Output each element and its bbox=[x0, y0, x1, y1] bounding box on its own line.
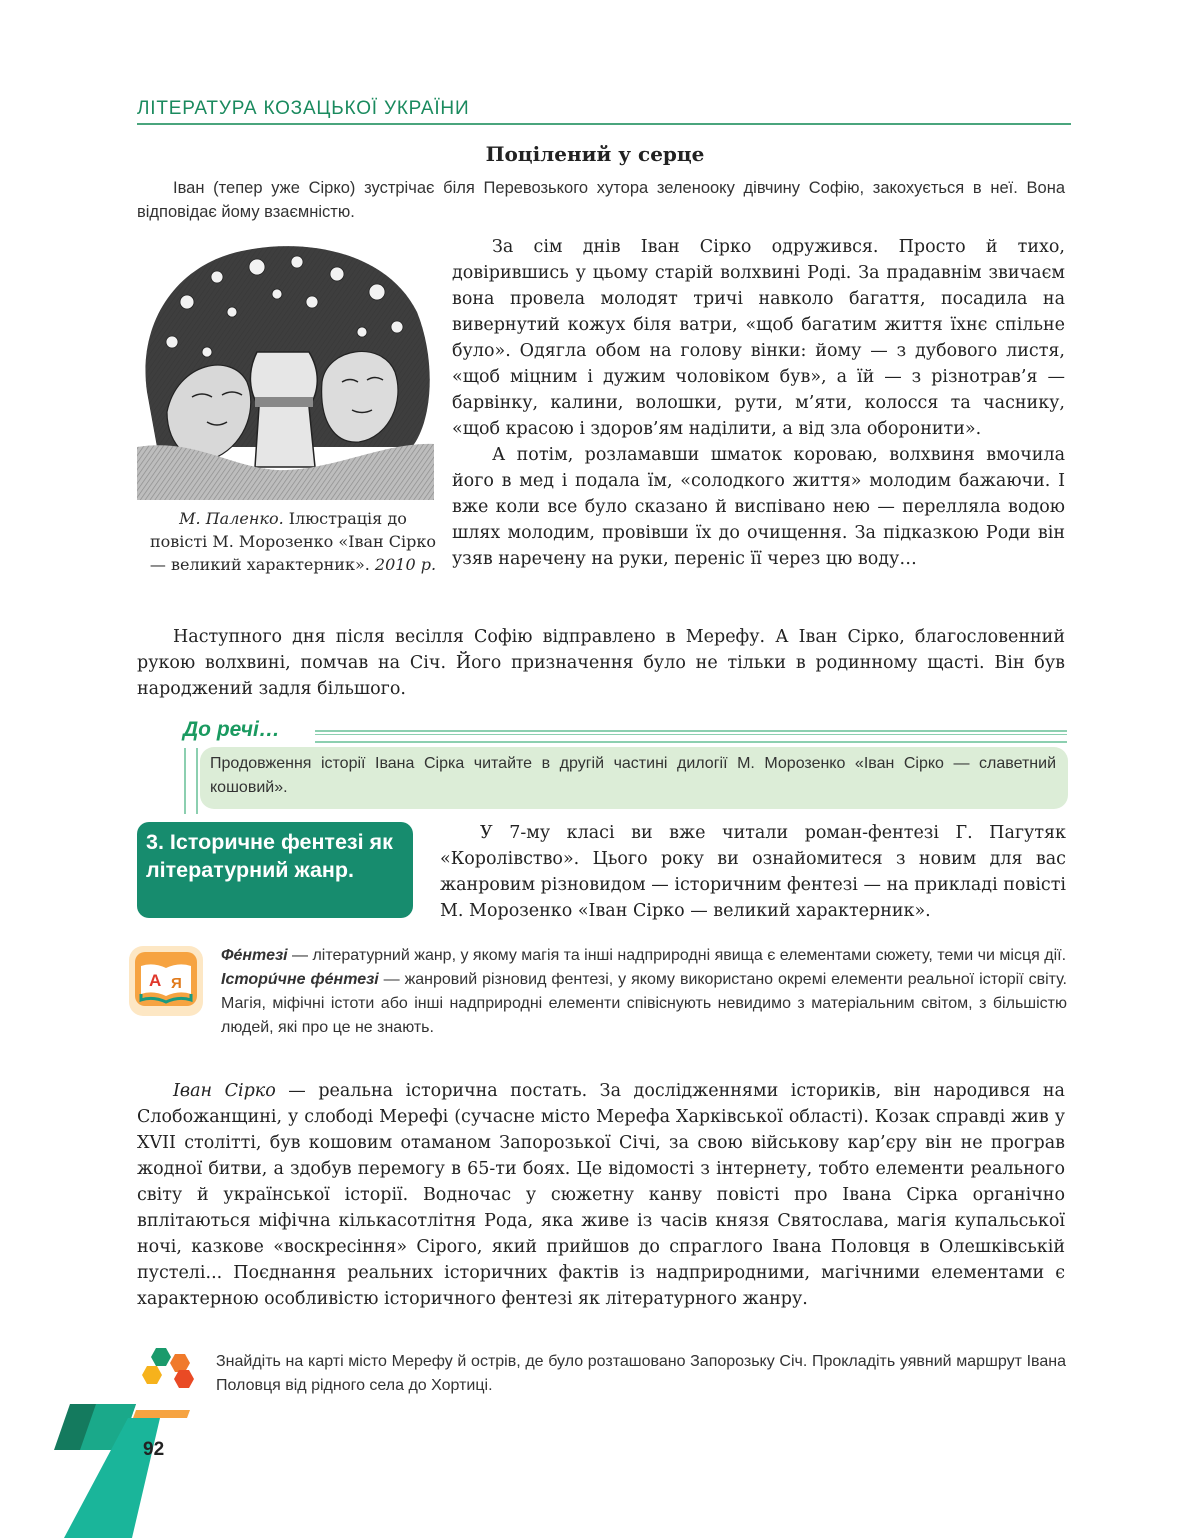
section-title: Поцілений у серце bbox=[485, 142, 705, 166]
story-column bbox=[452, 234, 1065, 572]
illustration-caption bbox=[148, 507, 438, 576]
definition-fantasy bbox=[221, 944, 1067, 968]
by-the-way-rule bbox=[315, 730, 1067, 743]
term-historical-fantasy: Істори́чне фе́нтезі bbox=[221, 971, 379, 988]
dictionary-letter-a: А bbox=[149, 971, 162, 990]
caption-text: Ілюстрація до повісті М. Морозенко «Іван Сірко — великий характерник». bbox=[149, 509, 437, 574]
by-the-way-title: До речі… bbox=[183, 718, 280, 741]
story-continuation bbox=[137, 624, 1065, 702]
definition-historical-fantasy-text: — жанровий різновид фентезі, у якому використано окремі елементи реальної історії світу. Магія, міфічні істоти або інші надприродні елементи співіснують невидимо з матеріальним світом, з більшістю людей, які про це не знають. bbox=[221, 971, 1067, 1036]
illustration-image bbox=[137, 232, 434, 500]
task-hexagons-icon bbox=[135, 1346, 201, 1390]
subsection-paragraph: У 7-му класі ви вже читали роман-фентезі Г. Пагутяк «Королівство». Цього року ви ознайомитеся з новим для вас жанровим різновидом — історичним фентезі — на прикладі повісті М. Морозенко «Іван Сірко — великий характерник». bbox=[440, 823, 1066, 921]
by-the-way-bar bbox=[184, 748, 198, 814]
definition-fantasy-text: — літературний жанр, у якому магія та інші надприродні явища є елементами сюжету, теми чи місця дії. bbox=[287, 947, 1067, 964]
section-intro: Іван (тепер уже Сірко) зустрічає біля Перевозького хутора зеленооку дівчину Софію, закохується в неї. Вона відповідає йому взаємністю. bbox=[137, 179, 1065, 221]
subsection-title: 3. Історичне фентезі як літературний жанр. bbox=[146, 830, 393, 882]
definition-historical-fantasy bbox=[221, 968, 1067, 1040]
analysis-paragraph bbox=[137, 1078, 1065, 1312]
story-paragraph-3: Наступного дня після весілля Софію відправлено в Мерефу. А Іван Сірко, благословенний рукою волхвині, помчав на Січ. Його призначення було не тільки в родинному щасті. Він був народжений задля більшого. bbox=[137, 627, 1065, 699]
task-text: Знайдіть на карті місто Мерефу й острів, де було розташовано Запорозьку Січ. Прокладіть уявний маршрут Івана Половця від рідного села до Хортиці. bbox=[216, 1353, 1066, 1394]
corner-decoration bbox=[50, 1398, 210, 1538]
analysis-body: — реальна історична постать. За дослідженнями істориків, він народився на Слобожанщині, у слободі Мерефі (сучасне місто Мерефа Харківської області). Козак справді жив у XVII столітті, був кошовим отаманом Запорозької Січі, за свою військову кар’єру він не програв жодної битви, а здобув перемогу в 65-ти боях. Це відомості з інтернету, тобто елементи реального світу й української історії. Водночас у сюжетну канву повісті про Івана Сірка органічно вплітаються міфічна кількасотлітня Рода, яка живе із часів князя Святослава, магія купальської ночі, казкове «воскресіння» Сірого, який прийшов до спраглого Івана Половця в Олешківській пустелі... Поєднання реальних історичних фактів із надприродними, магічними елементами є характерною особливістю історичного фентезі як літературного жанру. bbox=[137, 1081, 1065, 1309]
dictionary-letter-ya: Я bbox=[171, 975, 182, 992]
caption-author: М. Паленко. bbox=[179, 509, 284, 528]
caption-year: 2010 р. bbox=[374, 555, 437, 574]
story-paragraph-1: За сім днів Іван Сірко одружився. Просто й тихо, довірившись у цьому старій волхвині Роді. За прадавнім звичаєм вона провела молодят тричі навколо багаття, посадила на вивернутий кожух біля ватри, «щоб багатим життя їхнє спільне було». Одягла обом на голову вінки: йому — з дубового листя, «щоб міцним і дужим чоловіком був», а їй — з різнотрав’я — барвінку, калини, волошки, рути, м’яти, колосся та часнику, «щоб красою і здоров’ям наділити, а від зла оборонити». bbox=[452, 237, 1065, 439]
analysis-lead: Іван Сірко bbox=[173, 1081, 276, 1101]
definitions bbox=[221, 944, 1067, 1040]
term-fantasy: Фе́нтезі bbox=[221, 947, 288, 964]
running-title: ЛІТЕРАТУРА КОЗАЦЬКОЇ УКРАЇНИ bbox=[137, 98, 470, 119]
dictionary-icon bbox=[127, 944, 205, 1018]
analysis-text bbox=[137, 1078, 1065, 1312]
story-paragraph-2: А потім, розламавши шматок короваю, волхвиня вмочила його в мед і подала їм, «солодкого життя» молодим бажаючи. І вже коли все було сказано й виспівано нею — перелляла водою шлях молодим, провівши їх до очищення. За підказкою Роди він узяв наречену на руки, переніс її через цю воду… bbox=[452, 445, 1065, 569]
by-the-way-text: Продовження історії Івана Сірка читайте в другій частині дилогії М. Морозенко «Іван Сірко — славетний кошовий». bbox=[210, 755, 1056, 796]
subsection-text bbox=[440, 820, 1066, 924]
header-divider bbox=[137, 123, 1071, 125]
page-number: 92 bbox=[143, 1439, 165, 1460]
